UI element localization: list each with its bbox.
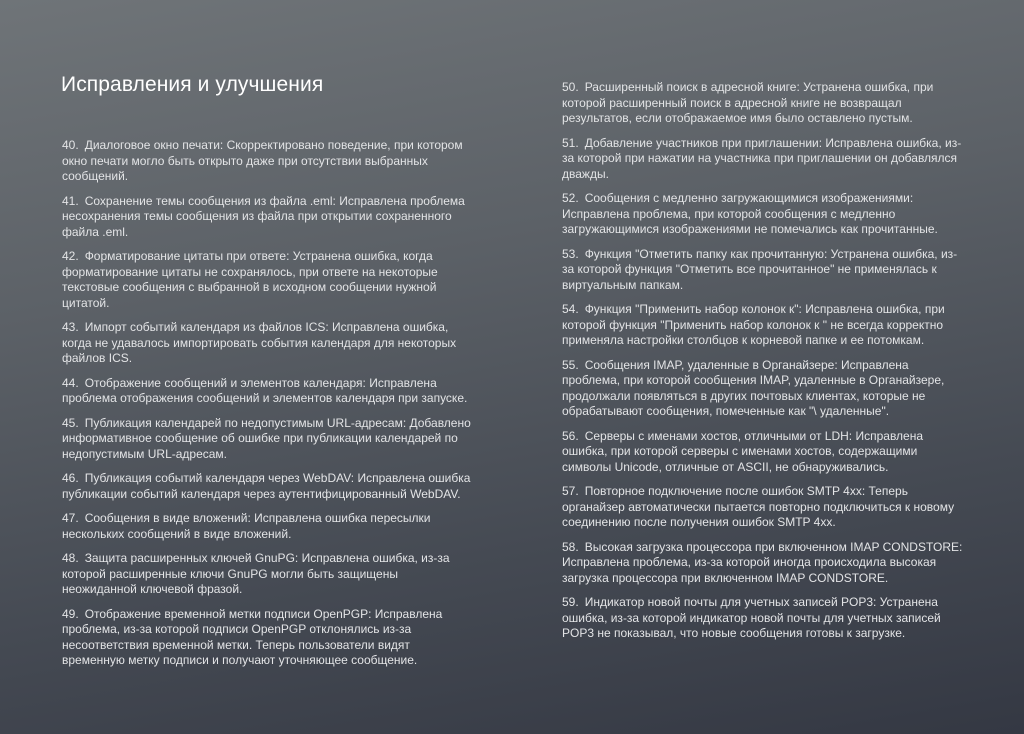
item-text: Диалоговое окно печати: Скорректировано поведение, при котором окно печати могло быть открыто даже при отсутствии выбранных сообщений.: [62, 138, 463, 183]
item-text: Сообщения в виде вложений: Исправлена ошибка пересылки нескольких сообщений в виде вложений.: [62, 511, 431, 541]
item-number: 57.: [562, 484, 579, 498]
list-item: [562, 136, 968, 183]
list-item: [562, 191, 968, 238]
list-item: [62, 416, 472, 463]
item-text: Добавление участников при приглашении: Исправлена ошибка, из-за которой при нажатии на участника при приглашении он добавлялся дважды.: [562, 135, 962, 181]
item-number: 50.: [562, 80, 579, 94]
right-column: [562, 80, 968, 651]
item-number: 55.: [562, 357, 579, 372]
list-item: [62, 249, 472, 311]
item-text: Публикация событий календаря через WebDAV: Исправлена ошибка публикации событий календаря через аутентифицированный WebDAV.: [62, 471, 471, 501]
list-item: [62, 138, 472, 185]
item-text: Функция "Применить набор колонок к": Исправлена ошибка, при которой функция "Применить набор колонок к " не всегда корректно применяла настройки столбцов к корневой папке и ее потомкам.: [562, 302, 945, 347]
item-number: 59.: [562, 595, 579, 609]
item-number: 44.: [62, 375, 79, 390]
list-item: [562, 80, 968, 127]
item-text: Серверы с именами хостов, отличными от LDH: Исправлена ошибка, при которой серверы с именами хостов, содержащими символы Unicode, отличные от ASCII, не обнаруживались.: [562, 428, 924, 474]
item-number: 47.: [62, 511, 79, 525]
page-title: Исправления и улучшения: [61, 73, 324, 96]
list-item: [62, 194, 472, 241]
item-text: Сохранение темы сообщения из файла .eml: Исправлена проблема несохранения темы сообщения из файла при открытии сохраненного файла .eml.: [62, 193, 465, 239]
list-item: [562, 595, 968, 642]
list-item: [562, 247, 968, 294]
item-text: Сообщения с медленно загружающимися изображениями: Исправлена проблема, при которой сообщения с медленно загружающимися изображениями не помечались как прочитанные.: [562, 191, 938, 236]
item-text: Функция "Отметить папку как прочитанную: Устранена ошибка, из-за которой функция "Отметить все прочитанное" не применялась к виртуальным папкам.: [562, 246, 958, 292]
item-text: Повторное подключение после ошибок SMTP 4xx: Теперь органайзер автоматически пытается повторно подключиться к новому соединению после получения ошибок SMTP 4xx.: [562, 484, 955, 529]
list-item: [562, 429, 968, 476]
item-number: 58.: [562, 539, 579, 554]
list-item: [62, 376, 472, 407]
item-number: 56.: [562, 428, 579, 443]
item-number: 48.: [62, 551, 79, 565]
item-text: Индикатор новой почты для учетных записей POP3: Устранена ошибка, из-за которой индикатор новой почты для учетных записей POP3 не показывал, что новые сообщения готовы к загрузке.: [562, 595, 941, 640]
left-column: [62, 138, 472, 678]
list-item: [62, 607, 472, 669]
item-number: 43.: [62, 320, 79, 334]
item-number: 54.: [562, 302, 579, 316]
item-text: Отображение временной метки подписи OpenPGP: Исправлена проблема, из-за которой подписи OpenPGP отклонялись из-за несоответствия временной метки. Теперь пользователи видят временную метку подписи и получают уточняющее сообщение.: [62, 606, 443, 667]
item-number: 42.: [62, 249, 79, 263]
item-number: 51.: [562, 135, 579, 150]
item-text: Расширенный поиск в адресной книге: Устранена ошибка, при которой расширенный поиск в адресной книге не возвращал результатов, если отображаемое имя было оставлено пустым.: [562, 80, 934, 125]
item-text: Отображение сообщений и элементов календаря: Исправлена проблема отображения сообщений и элементов календаря при запуске.: [62, 375, 468, 405]
list-item: [62, 551, 472, 598]
list-item: [562, 484, 968, 531]
item-number: 49.: [62, 606, 79, 621]
item-text: Высокая загрузка процессора при включенном IMAP CONDSTORE: Исправлена проблема, из-за которой иногда происходила высокая загрузка процессора при включенном IMAP CONDSTORE.: [562, 539, 963, 585]
list-item: [562, 540, 968, 587]
item-number: 41.: [62, 193, 79, 208]
list-item: [562, 302, 968, 349]
list-item: [62, 511, 472, 542]
item-text: Форматирование цитаты при ответе: Устранена ошибка, когда форматирование цитаты не сохранялось, при ответе на некоторые текстовые сообщения с выбранной в исходном сообщении нужной цитатой.: [62, 249, 438, 310]
item-text: Импорт событий календаря из файлов ICS: Исправлена ошибка, когда не удавалось импортировать события календаря для некоторых файлов ICS.: [62, 320, 457, 365]
list-item: [562, 358, 968, 420]
item-number: 40.: [62, 138, 79, 152]
item-text: Публикация календарей по недопустимым URL-адресам: Добавлено информативное сообщение об ошибке при публикации календарей по недопустимым URL-адресам.: [62, 415, 471, 461]
item-number: 46.: [62, 471, 79, 485]
item-number: 45.: [62, 415, 79, 430]
list-item: [62, 471, 472, 502]
item-text: Сообщения IMAP, удаленные в Органайзере: Исправлена проблема, при которой сообщения IMAP, удаленные в Органайзере, продолжали появляться в других почтовых клиентах, которые не обрабатывают сообщения, помеченные как "\ удаленные".: [562, 357, 945, 418]
item-text: Защита расширенных ключей GnuPG: Исправлена ошибка, из-за которой расширенные ключи GnuPG могли быть защищены неожиданной ключевой фразой.: [62, 551, 450, 596]
item-number: 53.: [562, 246, 579, 261]
item-number: 52.: [562, 191, 579, 205]
list-item: [62, 320, 472, 367]
